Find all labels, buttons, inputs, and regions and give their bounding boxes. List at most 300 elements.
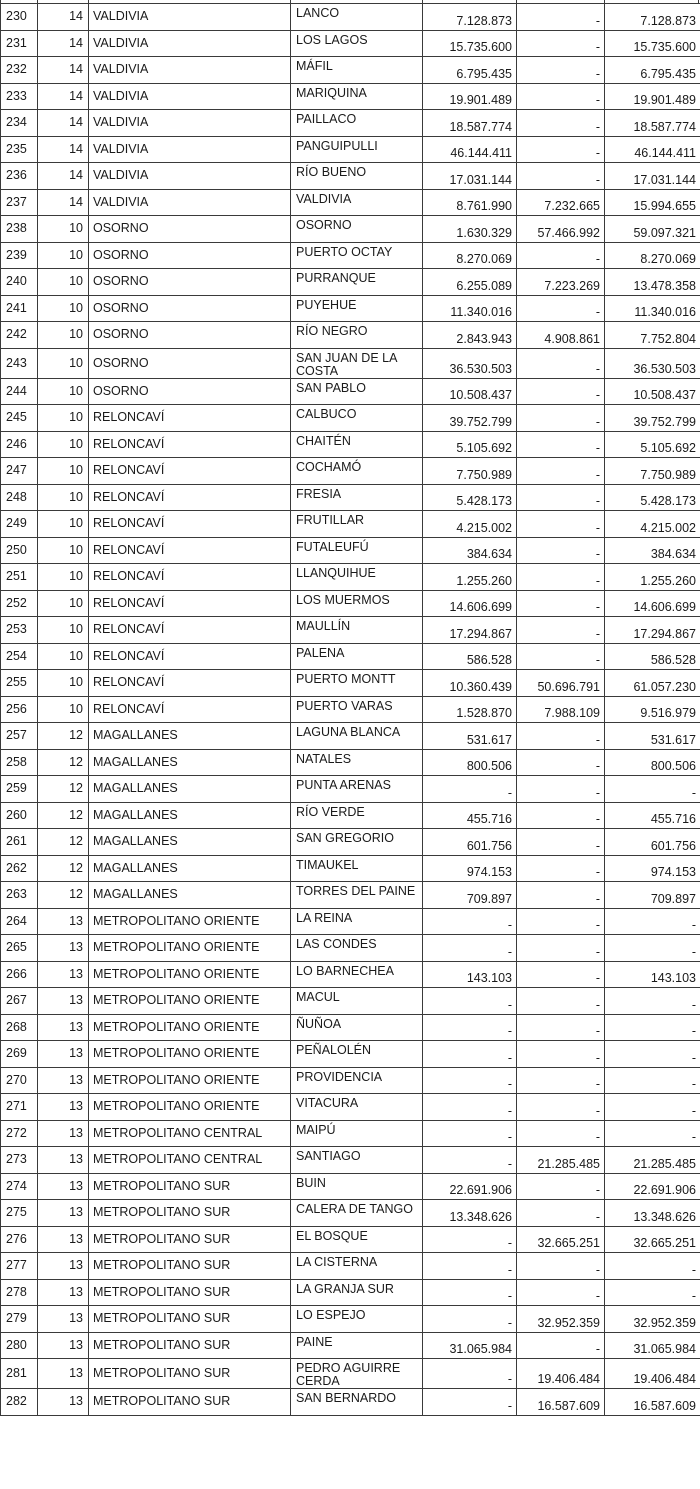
table-row bbox=[1, 110, 700, 137]
table-row bbox=[1, 4, 700, 31]
amount-2-cell: - bbox=[517, 458, 605, 485]
commune-cell: ÑUÑOA bbox=[291, 1014, 423, 1041]
table-row bbox=[1, 1279, 700, 1306]
amount-2-cell: 19.406.484 bbox=[517, 1359, 605, 1389]
health-service-cell: OSORNO bbox=[89, 216, 291, 243]
amount-2-cell: - bbox=[517, 1200, 605, 1227]
amount-1-cell: - bbox=[423, 1094, 517, 1121]
total-cell: 46.144.411 bbox=[605, 136, 700, 163]
total-cell: 5.428.173 bbox=[605, 484, 700, 511]
health-service-cell: RELONCAVÍ bbox=[89, 617, 291, 644]
row-number-cell: 241 bbox=[1, 295, 38, 322]
total-cell: - bbox=[605, 935, 700, 962]
health-service-cell: RELONCAVÍ bbox=[89, 590, 291, 617]
total-cell: 13.348.626 bbox=[605, 1200, 700, 1227]
health-service-cell: METROPOLITANO SUR bbox=[89, 1332, 291, 1359]
amount-1-cell: 1.255.260 bbox=[423, 564, 517, 591]
health-service-cell: RELONCAVÍ bbox=[89, 564, 291, 591]
table-row bbox=[1, 590, 700, 617]
commune-cell: RÍO BUENO bbox=[291, 163, 423, 190]
region-code-cell: 14 bbox=[38, 189, 89, 216]
amount-2-cell: - bbox=[517, 57, 605, 84]
region-code-cell: 13 bbox=[38, 988, 89, 1015]
region-code-cell: 10 bbox=[38, 643, 89, 670]
commune-cell: CALBUCO bbox=[291, 405, 423, 432]
row-number-cell: 246 bbox=[1, 431, 38, 458]
row-number-cell: 260 bbox=[1, 802, 38, 829]
table-row bbox=[1, 484, 700, 511]
row-number-cell: 230 bbox=[1, 4, 38, 31]
table-row bbox=[1, 511, 700, 538]
commune-cell: VALDIVIA bbox=[291, 189, 423, 216]
commune-cell: PURRANQUE bbox=[291, 269, 423, 296]
table-row bbox=[1, 749, 700, 776]
row-number-cell: 268 bbox=[1, 1014, 38, 1041]
health-service-cell: MAGALLANES bbox=[89, 723, 291, 750]
total-cell: 36.530.503 bbox=[605, 348, 700, 378]
commune-cell: MACUL bbox=[291, 988, 423, 1015]
total-cell: 19.406.484 bbox=[605, 1359, 700, 1389]
total-cell: 17.294.867 bbox=[605, 617, 700, 644]
commune-cell: PAINE bbox=[291, 1332, 423, 1359]
amount-2-cell: - bbox=[517, 484, 605, 511]
amount-2-cell: 4.908.861 bbox=[517, 322, 605, 349]
total-cell: 9.516.979 bbox=[605, 696, 700, 723]
commune-cell: CHAITÉN bbox=[291, 431, 423, 458]
row-number-cell: 274 bbox=[1, 1173, 38, 1200]
table-row bbox=[1, 378, 700, 405]
amount-1-cell: 1.528.870 bbox=[423, 696, 517, 723]
table-row bbox=[1, 163, 700, 190]
region-code-cell: 13 bbox=[38, 1306, 89, 1333]
row-number-cell: 257 bbox=[1, 723, 38, 750]
total-cell: 22.691.906 bbox=[605, 1173, 700, 1200]
amount-1-cell: - bbox=[423, 1147, 517, 1174]
amount-2-cell: 16.587.609 bbox=[517, 1389, 605, 1416]
health-service-cell: RELONCAVÍ bbox=[89, 537, 291, 564]
row-number-cell: 277 bbox=[1, 1253, 38, 1280]
health-service-cell: OSORNO bbox=[89, 348, 291, 378]
total-cell: 143.103 bbox=[605, 961, 700, 988]
row-number-cell: 278 bbox=[1, 1279, 38, 1306]
amount-2-cell: - bbox=[517, 564, 605, 591]
amount-1-cell: 18.587.774 bbox=[423, 110, 517, 137]
total-cell: 10.508.437 bbox=[605, 378, 700, 405]
funding-table bbox=[0, 3, 700, 1416]
row-number-cell: 258 bbox=[1, 749, 38, 776]
table-row bbox=[1, 1067, 700, 1094]
amount-2-cell: - bbox=[517, 802, 605, 829]
amount-2-cell: 21.285.485 bbox=[517, 1147, 605, 1174]
amount-2-cell: - bbox=[517, 431, 605, 458]
region-code-cell: 13 bbox=[38, 935, 89, 962]
region-code-cell: 10 bbox=[38, 269, 89, 296]
commune-cell: MÁFIL bbox=[291, 57, 423, 84]
table-row bbox=[1, 643, 700, 670]
region-code-cell: 10 bbox=[38, 405, 89, 432]
health-service-cell: MAGALLANES bbox=[89, 802, 291, 829]
row-number-cell: 239 bbox=[1, 242, 38, 269]
commune-cell: PROVIDENCIA bbox=[291, 1067, 423, 1094]
health-service-cell: VALDIVIA bbox=[89, 4, 291, 31]
commune-cell: PUERTO OCTAY bbox=[291, 242, 423, 269]
health-service-cell: VALDIVIA bbox=[89, 136, 291, 163]
total-cell: 7.128.873 bbox=[605, 4, 700, 31]
row-number-cell: 265 bbox=[1, 935, 38, 962]
health-service-cell: MAGALLANES bbox=[89, 776, 291, 803]
commune-cell: LLANQUIHUE bbox=[291, 564, 423, 591]
amount-2-cell: - bbox=[517, 855, 605, 882]
health-service-cell: METROPOLITANO SUR bbox=[89, 1359, 291, 1389]
total-cell: 14.606.699 bbox=[605, 590, 700, 617]
row-number-cell: 281 bbox=[1, 1359, 38, 1389]
total-cell: 18.587.774 bbox=[605, 110, 700, 137]
health-service-cell: RELONCAVÍ bbox=[89, 643, 291, 670]
health-service-cell: RELONCAVÍ bbox=[89, 431, 291, 458]
commune-cell: TORRES DEL PAINE bbox=[291, 882, 423, 909]
region-code-cell: 14 bbox=[38, 30, 89, 57]
region-code-cell: 14 bbox=[38, 4, 89, 31]
region-code-cell: 10 bbox=[38, 458, 89, 485]
region-code-cell: 13 bbox=[38, 961, 89, 988]
amount-2-cell: - bbox=[517, 590, 605, 617]
amount-1-cell: 22.691.906 bbox=[423, 1173, 517, 1200]
amount-2-cell: - bbox=[517, 1094, 605, 1121]
total-cell: - bbox=[605, 1120, 700, 1147]
total-cell: 7.750.989 bbox=[605, 458, 700, 485]
row-number-cell: 261 bbox=[1, 829, 38, 856]
commune-cell: PEÑALOLÉN bbox=[291, 1041, 423, 1068]
commune-cell: LANCO bbox=[291, 4, 423, 31]
health-service-cell: METROPOLITANO ORIENTE bbox=[89, 935, 291, 962]
total-cell: - bbox=[605, 1253, 700, 1280]
amount-1-cell: 11.340.016 bbox=[423, 295, 517, 322]
region-code-cell: 13 bbox=[38, 1014, 89, 1041]
region-code-cell: 10 bbox=[38, 670, 89, 697]
table-row bbox=[1, 431, 700, 458]
total-cell: 8.270.069 bbox=[605, 242, 700, 269]
table-row bbox=[1, 30, 700, 57]
commune-cell: CALERA DE TANGO bbox=[291, 1200, 423, 1227]
region-code-cell: 12 bbox=[38, 723, 89, 750]
health-service-cell: METROPOLITANO SUR bbox=[89, 1200, 291, 1227]
total-cell: 800.506 bbox=[605, 749, 700, 776]
row-number-cell: 243 bbox=[1, 348, 38, 378]
commune-cell: LO ESPEJO bbox=[291, 1306, 423, 1333]
commune-cell: RÍO NEGRO bbox=[291, 322, 423, 349]
table-row bbox=[1, 617, 700, 644]
region-code-cell: 14 bbox=[38, 83, 89, 110]
amount-1-cell: 5.428.173 bbox=[423, 484, 517, 511]
region-code-cell: 10 bbox=[38, 617, 89, 644]
amount-2-cell: - bbox=[517, 242, 605, 269]
table-row bbox=[1, 802, 700, 829]
row-number-cell: 250 bbox=[1, 537, 38, 564]
region-code-cell: 13 bbox=[38, 1332, 89, 1359]
amount-2-cell: - bbox=[517, 163, 605, 190]
commune-cell: COCHAMÓ bbox=[291, 458, 423, 485]
amount-1-cell: 10.360.439 bbox=[423, 670, 517, 697]
amount-2-cell: 7.232.665 bbox=[517, 189, 605, 216]
total-cell: 19.901.489 bbox=[605, 83, 700, 110]
health-service-cell: MAGALLANES bbox=[89, 829, 291, 856]
total-cell: 4.215.002 bbox=[605, 511, 700, 538]
commune-cell: PALENA bbox=[291, 643, 423, 670]
table-row bbox=[1, 1173, 700, 1200]
row-number-cell: 282 bbox=[1, 1389, 38, 1416]
row-number-cell: 271 bbox=[1, 1094, 38, 1121]
amount-2-cell: - bbox=[517, 1332, 605, 1359]
commune-cell: FRUTILLAR bbox=[291, 511, 423, 538]
amount-1-cell: 974.153 bbox=[423, 855, 517, 882]
amount-1-cell: 586.528 bbox=[423, 643, 517, 670]
commune-cell: RÍO VERDE bbox=[291, 802, 423, 829]
region-code-cell: 10 bbox=[38, 322, 89, 349]
amount-1-cell: 1.630.329 bbox=[423, 216, 517, 243]
table-row bbox=[1, 189, 700, 216]
amount-2-cell: - bbox=[517, 617, 605, 644]
amount-2-cell: - bbox=[517, 110, 605, 137]
amount-1-cell: 455.716 bbox=[423, 802, 517, 829]
health-service-cell: OSORNO bbox=[89, 242, 291, 269]
commune-cell: FUTALEUFÚ bbox=[291, 537, 423, 564]
total-cell: 1.255.260 bbox=[605, 564, 700, 591]
table-row bbox=[1, 855, 700, 882]
amount-1-cell: - bbox=[423, 1041, 517, 1068]
row-number-cell: 279 bbox=[1, 1306, 38, 1333]
row-number-cell: 270 bbox=[1, 1067, 38, 1094]
amount-2-cell: - bbox=[517, 295, 605, 322]
amount-1-cell: 800.506 bbox=[423, 749, 517, 776]
amount-1-cell: 6.795.435 bbox=[423, 57, 517, 84]
table-row bbox=[1, 57, 700, 84]
total-cell: - bbox=[605, 1094, 700, 1121]
total-cell: - bbox=[605, 1067, 700, 1094]
amount-1-cell: 7.128.873 bbox=[423, 4, 517, 31]
amount-2-cell: - bbox=[517, 136, 605, 163]
commune-cell: LAS CONDES bbox=[291, 935, 423, 962]
region-code-cell: 12 bbox=[38, 829, 89, 856]
table-row bbox=[1, 1094, 700, 1121]
table-row bbox=[1, 1306, 700, 1333]
health-service-cell: METROPOLITANO ORIENTE bbox=[89, 961, 291, 988]
amount-2-cell: - bbox=[517, 908, 605, 935]
health-service-cell: RELONCAVÍ bbox=[89, 405, 291, 432]
amount-2-cell: 7.988.109 bbox=[517, 696, 605, 723]
amount-1-cell: - bbox=[423, 908, 517, 935]
table-row bbox=[1, 696, 700, 723]
amount-2-cell: - bbox=[517, 776, 605, 803]
health-service-cell: METROPOLITANO CENTRAL bbox=[89, 1120, 291, 1147]
amount-2-cell: - bbox=[517, 4, 605, 31]
table-row bbox=[1, 1253, 700, 1280]
commune-cell: LOS LAGOS bbox=[291, 30, 423, 57]
table-row bbox=[1, 295, 700, 322]
row-number-cell: 280 bbox=[1, 1332, 38, 1359]
commune-cell: SAN BERNARDO bbox=[291, 1389, 423, 1416]
region-code-cell: 13 bbox=[38, 1094, 89, 1121]
region-code-cell: 13 bbox=[38, 1279, 89, 1306]
row-number-cell: 272 bbox=[1, 1120, 38, 1147]
commune-cell: LOS MUERMOS bbox=[291, 590, 423, 617]
region-code-cell: 10 bbox=[38, 242, 89, 269]
commune-cell: PUYEHUE bbox=[291, 295, 423, 322]
table-row bbox=[1, 242, 700, 269]
commune-cell: LA CISTERNA bbox=[291, 1253, 423, 1280]
amount-1-cell: 39.752.799 bbox=[423, 405, 517, 432]
amount-2-cell: 7.223.269 bbox=[517, 269, 605, 296]
amount-1-cell: 10.508.437 bbox=[423, 378, 517, 405]
region-code-cell: 13 bbox=[38, 1041, 89, 1068]
amount-1-cell: - bbox=[423, 1253, 517, 1280]
region-code-cell: 13 bbox=[38, 1067, 89, 1094]
amount-1-cell: 8.270.069 bbox=[423, 242, 517, 269]
amount-2-cell: - bbox=[517, 1120, 605, 1147]
amount-1-cell: 709.897 bbox=[423, 882, 517, 909]
health-service-cell: METROPOLITANO CENTRAL bbox=[89, 1147, 291, 1174]
commune-cell: PEDRO AGUIRRE CERDA bbox=[291, 1359, 423, 1389]
commune-cell: PAILLACO bbox=[291, 110, 423, 137]
commune-cell: FRESIA bbox=[291, 484, 423, 511]
total-cell: 15.994.655 bbox=[605, 189, 700, 216]
region-code-cell: 14 bbox=[38, 163, 89, 190]
health-service-cell: RELONCAVÍ bbox=[89, 511, 291, 538]
row-number-cell: 231 bbox=[1, 30, 38, 57]
region-code-cell: 10 bbox=[38, 378, 89, 405]
amount-2-cell: - bbox=[517, 882, 605, 909]
health-service-cell: VALDIVIA bbox=[89, 30, 291, 57]
amount-1-cell: - bbox=[423, 1226, 517, 1253]
total-cell: - bbox=[605, 1279, 700, 1306]
total-cell: 7.752.804 bbox=[605, 322, 700, 349]
row-number-cell: 245 bbox=[1, 405, 38, 432]
table-row bbox=[1, 988, 700, 1015]
region-code-cell: 10 bbox=[38, 564, 89, 591]
row-number-cell: 262 bbox=[1, 855, 38, 882]
total-cell: 32.952.359 bbox=[605, 1306, 700, 1333]
amount-1-cell: - bbox=[423, 988, 517, 1015]
amount-1-cell: - bbox=[423, 1067, 517, 1094]
row-number-cell: 269 bbox=[1, 1041, 38, 1068]
total-cell: 11.340.016 bbox=[605, 295, 700, 322]
total-cell: 21.285.485 bbox=[605, 1147, 700, 1174]
total-cell: 59.097.321 bbox=[605, 216, 700, 243]
table-row bbox=[1, 1359, 700, 1389]
amount-1-cell: 2.843.943 bbox=[423, 322, 517, 349]
commune-cell: MAULLÍN bbox=[291, 617, 423, 644]
region-code-cell: 13 bbox=[38, 908, 89, 935]
health-service-cell: VALDIVIA bbox=[89, 189, 291, 216]
commune-cell: SAN GREGORIO bbox=[291, 829, 423, 856]
row-number-cell: 251 bbox=[1, 564, 38, 591]
amount-2-cell: - bbox=[517, 348, 605, 378]
health-service-cell: MAGALLANES bbox=[89, 855, 291, 882]
amount-1-cell: 13.348.626 bbox=[423, 1200, 517, 1227]
table-row bbox=[1, 458, 700, 485]
amount-2-cell: - bbox=[517, 961, 605, 988]
amount-1-cell: 7.750.989 bbox=[423, 458, 517, 485]
commune-cell: NATALES bbox=[291, 749, 423, 776]
row-number-cell: 266 bbox=[1, 961, 38, 988]
amount-1-cell: - bbox=[423, 1014, 517, 1041]
amount-2-cell: - bbox=[517, 1279, 605, 1306]
total-cell: - bbox=[605, 1014, 700, 1041]
total-cell: - bbox=[605, 1041, 700, 1068]
region-code-cell: 13 bbox=[38, 1253, 89, 1280]
total-cell: 5.105.692 bbox=[605, 431, 700, 458]
table-row bbox=[1, 348, 700, 378]
table-row bbox=[1, 1332, 700, 1359]
table-row bbox=[1, 882, 700, 909]
row-number-cell: 273 bbox=[1, 1147, 38, 1174]
table-row bbox=[1, 537, 700, 564]
region-code-cell: 12 bbox=[38, 882, 89, 909]
row-number-cell: 238 bbox=[1, 216, 38, 243]
health-service-cell: METROPOLITANO ORIENTE bbox=[89, 1094, 291, 1121]
row-number-cell: 237 bbox=[1, 189, 38, 216]
total-cell: 586.528 bbox=[605, 643, 700, 670]
health-service-cell: OSORNO bbox=[89, 269, 291, 296]
table-row bbox=[1, 1147, 700, 1174]
table-row bbox=[1, 1226, 700, 1253]
table-row bbox=[1, 216, 700, 243]
commune-cell: PUERTO MONTT bbox=[291, 670, 423, 697]
amount-2-cell: - bbox=[517, 935, 605, 962]
total-cell: 13.478.358 bbox=[605, 269, 700, 296]
amount-2-cell: - bbox=[517, 537, 605, 564]
amount-1-cell: - bbox=[423, 1359, 517, 1389]
row-number-cell: 244 bbox=[1, 378, 38, 405]
amount-2-cell: 32.665.251 bbox=[517, 1226, 605, 1253]
health-service-cell: VALDIVIA bbox=[89, 110, 291, 137]
total-cell: 61.057.230 bbox=[605, 670, 700, 697]
amount-2-cell: - bbox=[517, 1253, 605, 1280]
health-service-cell: METROPOLITANO ORIENTE bbox=[89, 1041, 291, 1068]
table-row bbox=[1, 322, 700, 349]
commune-cell: PANGUIPULLI bbox=[291, 136, 423, 163]
commune-cell: LO BARNECHEA bbox=[291, 961, 423, 988]
region-code-cell: 10 bbox=[38, 696, 89, 723]
total-cell: 601.756 bbox=[605, 829, 700, 856]
amount-2-cell: - bbox=[517, 30, 605, 57]
region-code-cell: 10 bbox=[38, 295, 89, 322]
row-number-cell: 248 bbox=[1, 484, 38, 511]
amount-2-cell: - bbox=[517, 378, 605, 405]
table-row bbox=[1, 1041, 700, 1068]
amount-2-cell: - bbox=[517, 83, 605, 110]
region-code-cell: 14 bbox=[38, 136, 89, 163]
commune-cell: LA GRANJA SUR bbox=[291, 1279, 423, 1306]
commune-cell: SANTIAGO bbox=[291, 1147, 423, 1174]
row-number-cell: 275 bbox=[1, 1200, 38, 1227]
table-row bbox=[1, 1389, 700, 1416]
row-number-cell: 233 bbox=[1, 83, 38, 110]
total-cell: 17.031.144 bbox=[605, 163, 700, 190]
row-number-cell: 252 bbox=[1, 590, 38, 617]
health-service-cell: METROPOLITANO SUR bbox=[89, 1253, 291, 1280]
region-code-cell: 13 bbox=[38, 1120, 89, 1147]
amount-1-cell: 17.031.144 bbox=[423, 163, 517, 190]
table-row bbox=[1, 776, 700, 803]
total-cell: - bbox=[605, 988, 700, 1015]
amount-2-cell: 50.696.791 bbox=[517, 670, 605, 697]
health-service-cell: METROPOLITANO SUR bbox=[89, 1389, 291, 1416]
amount-2-cell: - bbox=[517, 829, 605, 856]
region-code-cell: 13 bbox=[38, 1359, 89, 1389]
commune-cell: OSORNO bbox=[291, 216, 423, 243]
row-number-cell: 242 bbox=[1, 322, 38, 349]
region-code-cell: 13 bbox=[38, 1173, 89, 1200]
